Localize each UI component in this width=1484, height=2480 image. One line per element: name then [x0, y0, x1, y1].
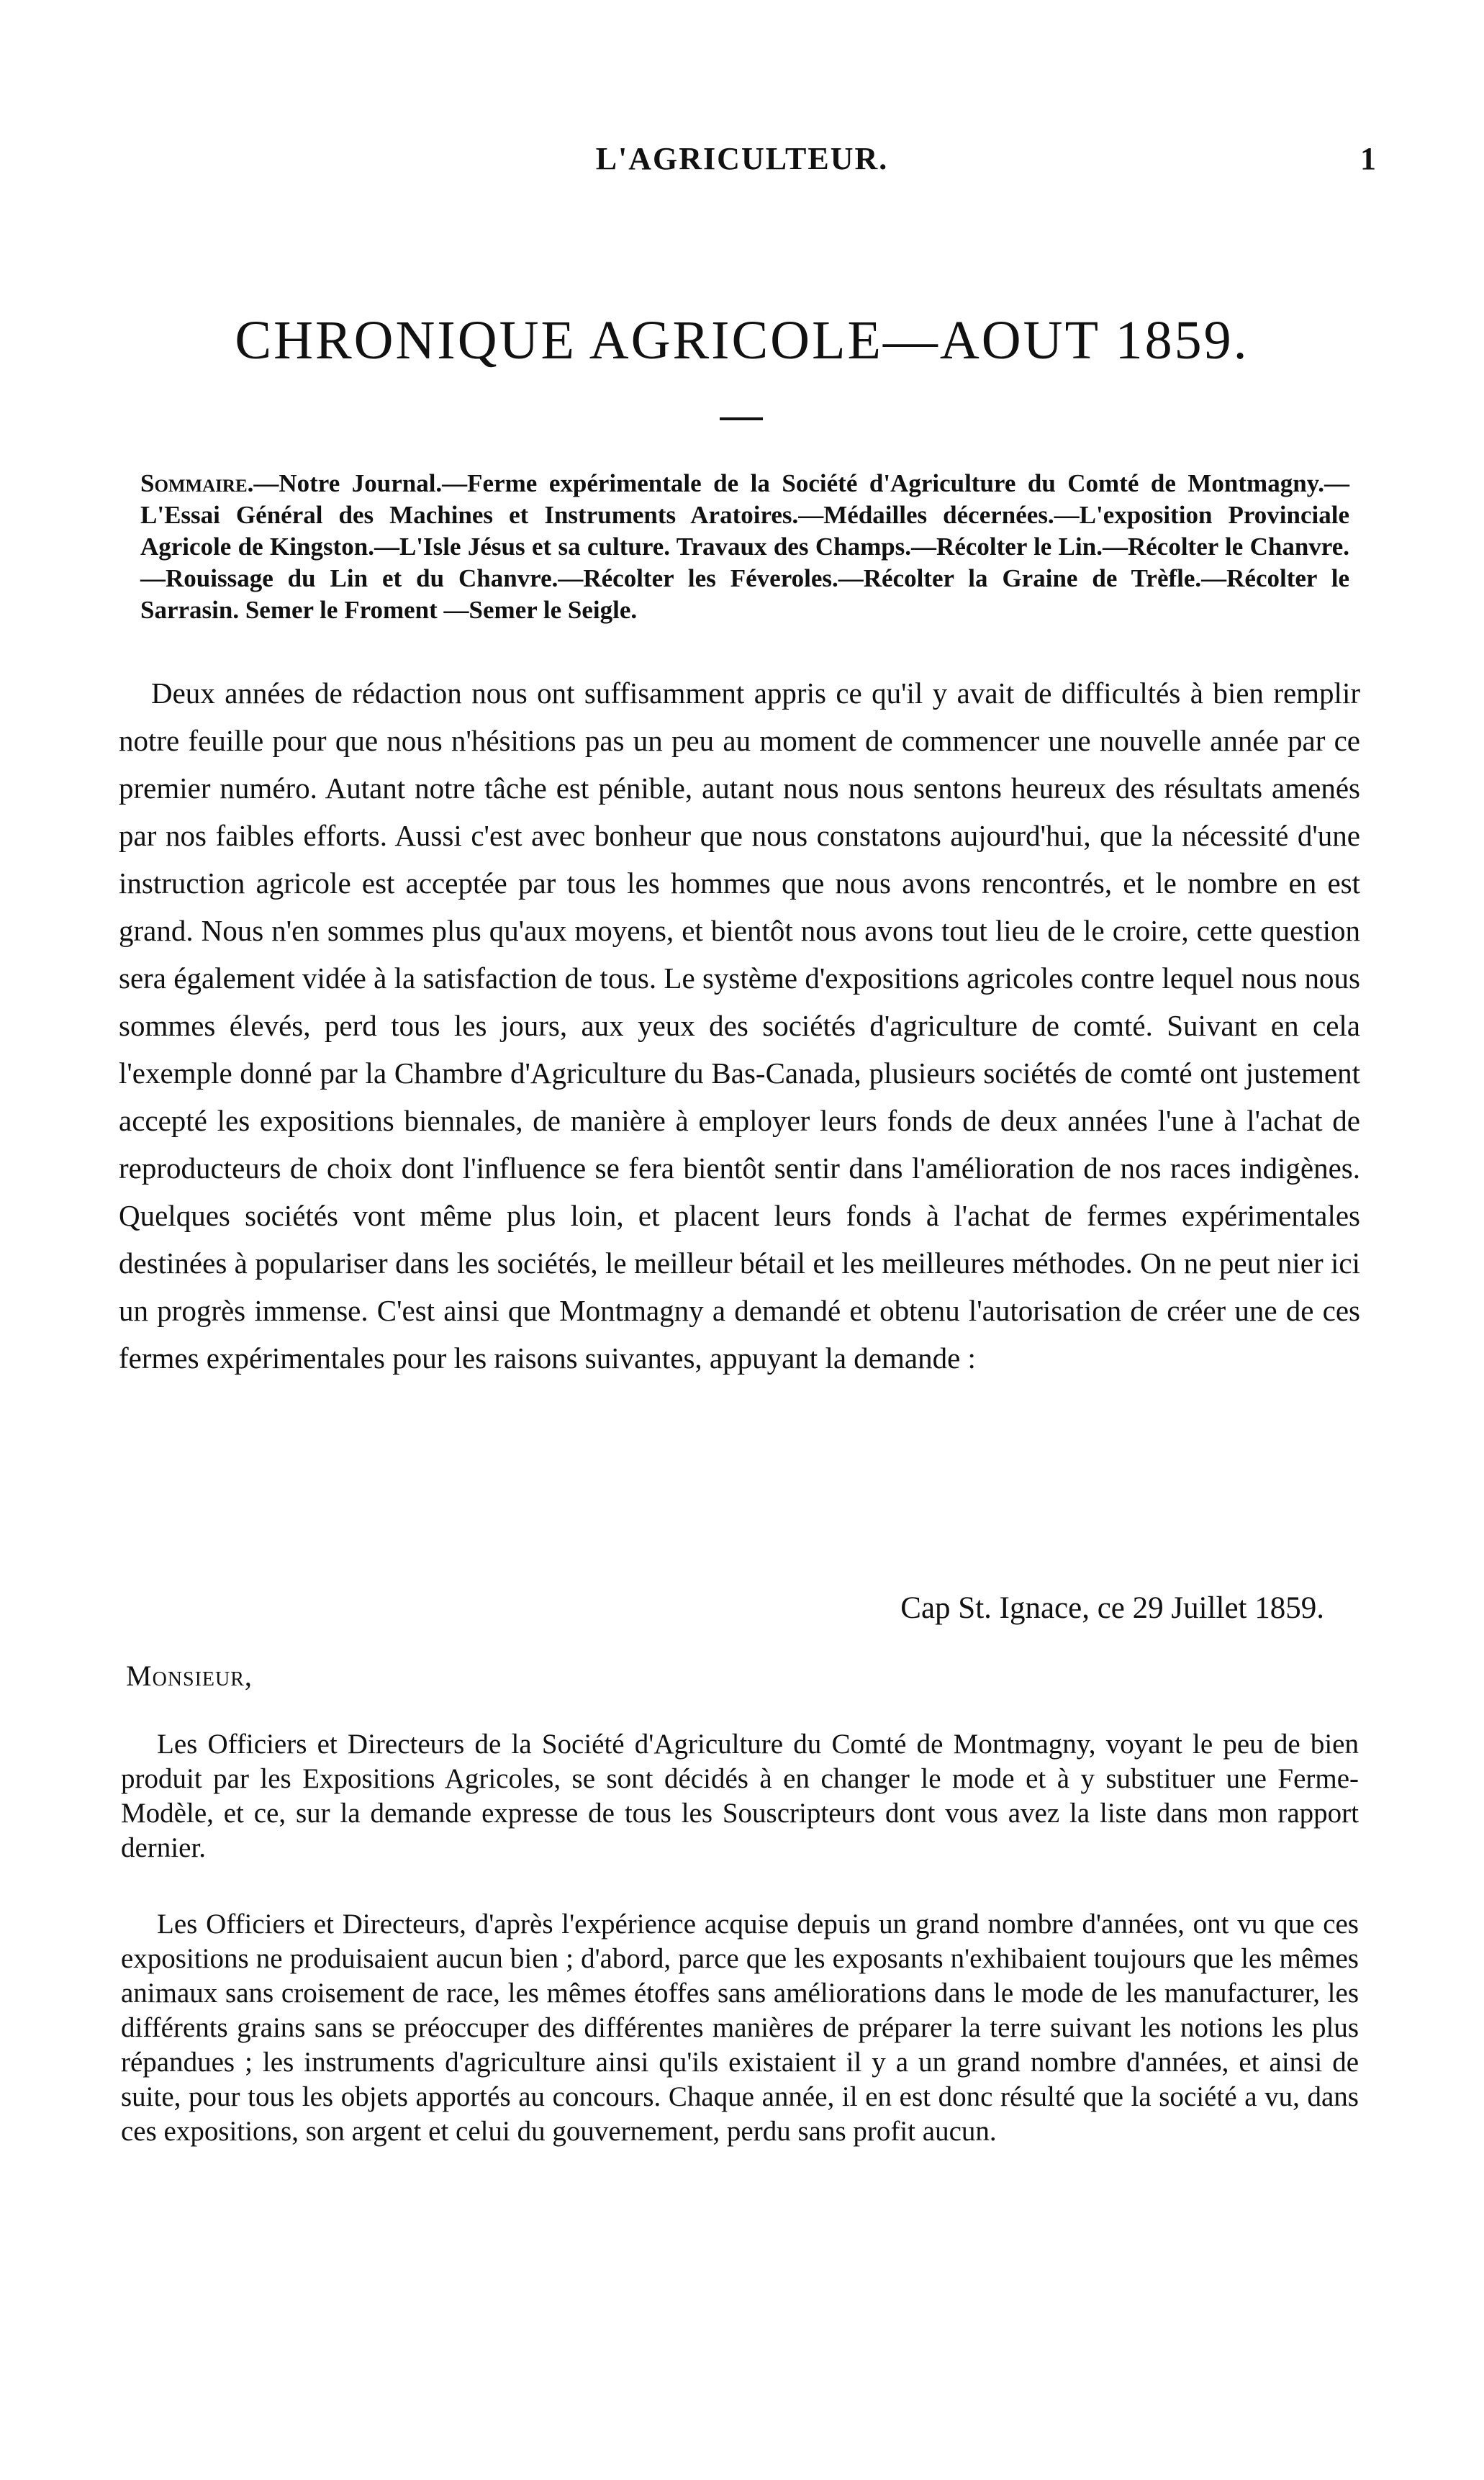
- letter-paragraph: Les Officiers et Directeurs de la Société d'Agriculture du Comté de Montmagny, voyant le peu de bien produit par les Expositions Agricoles, se sont décidés à en changer le mode et à y substituer une Ferme-Modèle, et ce, sur la demande expresse de tous les Souscripteurs dont vous avez la liste dans mon rapport dernier.: [121, 1729, 1359, 1863]
- letter-dateline: Cap St. Ignace, ce 29 Juillet 1859.: [900, 1591, 1324, 1625]
- running-title: L'AGRICULTEUR.: [595, 141, 889, 176]
- summary-text: —Notre Journal.—Ferme expérimentale de la Société d'Agriculture du Comté de Montmagny.—L'Essai Général des Machines et Instruments Aratoires.—Médailles décernées.—L'exposition Provinciale Agricole de Kingston.—L'Isle Jésus et sa culture. Travaux des Champs.—Récolter le Lin.—Récolter le Chanvre.—Rouissage du Lin et du Chanvre.—Récolter les Féveroles.—Récolter la Graine de Trèfle.—Récolter le Sarrasin. Semer le Froment —Semer le Seigle.: [140, 469, 1349, 624]
- article-title: CHRONIQUE AGRICOLE—AOUT 1859.: [235, 310, 1249, 371]
- article-summary: [140, 468, 1349, 626]
- title-divider: [720, 417, 763, 420]
- letter-paragraph: Les Officiers et Directeurs, d'après l'expérience acquise depuis un grand nombre d'années, ont vu que ces expositions ne produisaient aucun bien ; d'abord, parce que les exposants n'exhibaient toujours que les mêmes animaux sans croisement de race, les mêmes étoffes sans améliorations dans le mode de les manufacturer, les différents grains sans se préoccuper des différentes manières de préparer la terre suivant les notions les plus répandues ; les instruments d'agriculture ainsi qu'ils existaient il y a un grand nombre d'années, et ainsi de suite, pour tous les objets apportés au concours. Chaque année, il en est donc résulté que la société a vu, dans ces expositions, son argent et celui du gouvernement, perdu sans profit aucun.: [121, 1909, 1359, 2147]
- letter-salutation: Monsieur,: [126, 1660, 253, 1692]
- page-number: 1: [1360, 141, 1376, 176]
- summary-lead: Sommaire.: [140, 469, 254, 497]
- article-paragraph: Deux années de rédaction nous ont suffisamment appris ce qu'il y avait de difficultés à bien remplir notre feuille pour que nous n'hésitions pas un peu au moment de commencer une nouvelle année par ce premier numéro. Autant notre tâche est pénible, autant nous nous sentons heureux des résultats amenés par nos faibles efforts. Aussi c'est avec bonheur que nous constatons aujourd'hui, que la nécessité d'une instruction agricole est acceptée par tous les hommes que nous avons rencontrés, et le nombre en est grand. Nous n'en sommes plus qu'aux moyens, et bientôt nous avons tout lieu de le croire, cette question sera également vidée à la satisfaction de tous. Le système d'expositions agricoles contre lequel nous nous sommes élevés, perd tous les jours, aux yeux des sociétés d'agriculture de comté. Suivant en cela l'exemple donné par la Chambre d'Agriculture du Bas-Canada, plusieurs sociétés de comté ont justement accepté les expositions biennales, de manière à employer leurs fonds de deux années l'une à l'achat de reproducteurs de choix dont l'influence se fera bientôt sentir dans l'amélioration de nos races indigènes. Quelques sociétés vont même plus loin, et placent leurs fonds à l'achat de fermes expérimentales destinées à populariser dans les sociétés, le meilleur bétail et les meilleures méthodes. On ne peut nier ici un progrès immense. C'est ainsi que Montmagny a demandé et obtenu l'autorisation de créer une de ces fermes expérimentales pour les raisons suivantes, appuyant la demande :: [119, 676, 1360, 1375]
